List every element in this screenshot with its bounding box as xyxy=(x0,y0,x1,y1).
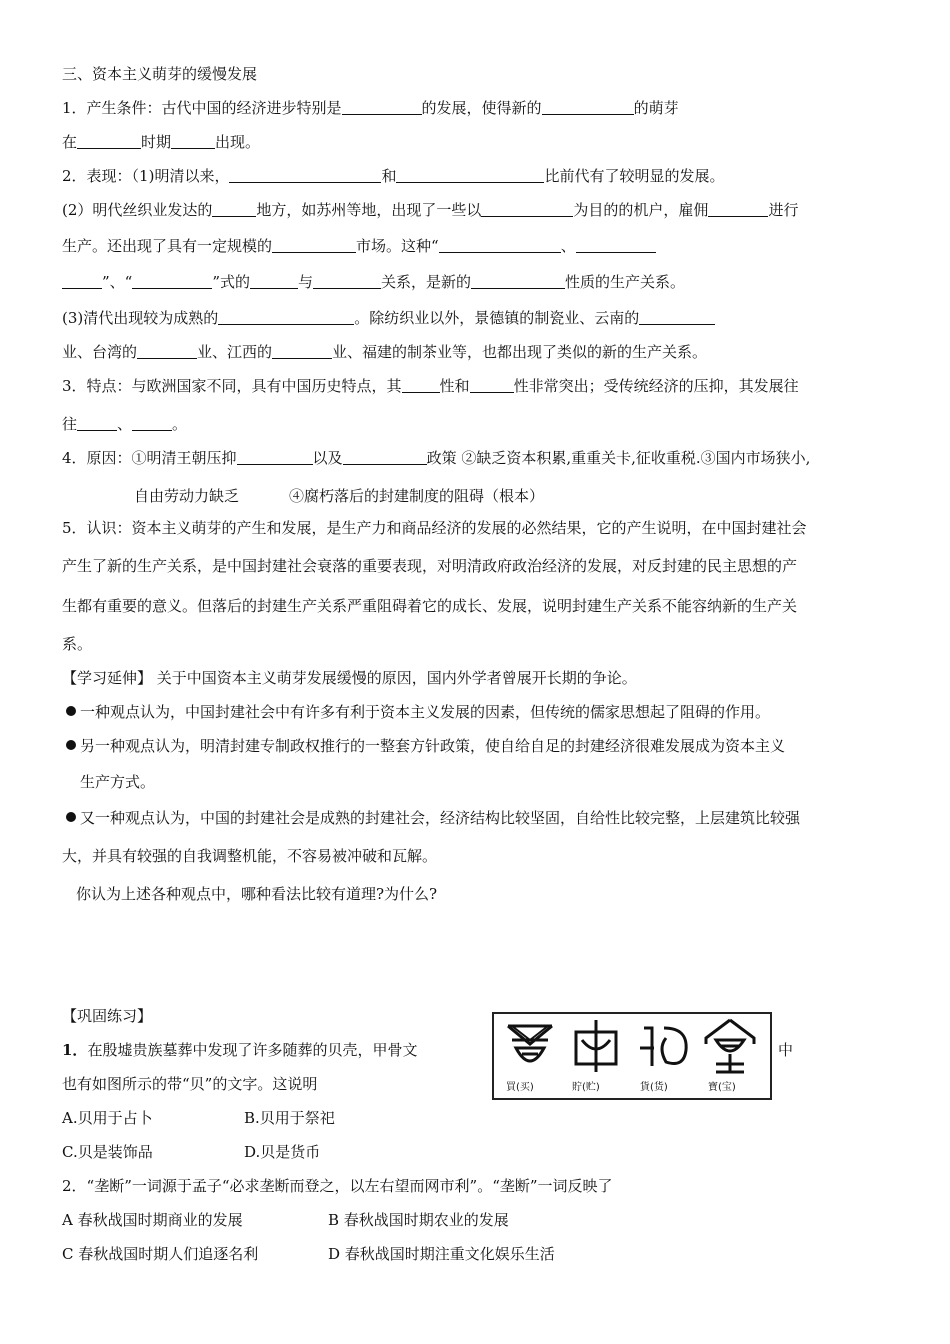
item3-text-d: 往 xyxy=(62,415,78,433)
blank[interactable] xyxy=(313,274,381,289)
blank[interactable] xyxy=(481,202,573,217)
item2-2-text-i: ”式的 xyxy=(212,273,251,291)
q1-tail: 中 xyxy=(778,1041,794,1059)
item2-2-text-b: 地方，如苏州等地，出现了一些以 xyxy=(256,201,482,219)
q1-option-a[interactable]: A.贝用于占卜 xyxy=(62,1109,153,1127)
item2-2-line2 xyxy=(62,236,656,256)
section-title: 三、资本主义萌芽的缓慢发展 xyxy=(62,65,258,83)
q2-option-b[interactable]: B 春秋战国时期农业的发展 xyxy=(328,1211,509,1229)
blank[interactable] xyxy=(576,238,656,253)
practice-heading: 【巩固练习】 xyxy=(62,1007,153,1025)
glyph-mai-icon xyxy=(502,1018,558,1074)
blank[interactable] xyxy=(439,238,561,253)
q1-number: 1． xyxy=(62,1041,88,1059)
item2-2-text-g: 、 xyxy=(560,237,576,255)
bullet-icon xyxy=(66,812,76,822)
view2-line2: 生产方式。 xyxy=(80,773,156,791)
blank[interactable] xyxy=(132,274,212,289)
item1-text-b: 的发展，使得新的 xyxy=(421,99,542,117)
blank[interactable] xyxy=(212,202,256,217)
item2-3-text-d: 业、江西的 xyxy=(197,343,273,361)
item5-line3: 生都有重要的意义。但落后的封建生产关系严重阻碍着它的成长、发展，说明封建生产关系不能容纳新的生产关 xyxy=(62,597,798,615)
q2-option-d[interactable]: D 春秋战国时期注重文化娱乐生活 xyxy=(328,1245,555,1263)
blank[interactable] xyxy=(639,310,715,325)
item2-2-text-f: 市场。这种“ xyxy=(356,237,439,255)
glyph-huo-icon xyxy=(636,1018,692,1074)
item1-text-a: 1．产生条件：古代中国的经济进步特别是 xyxy=(62,99,342,117)
blank[interactable] xyxy=(402,378,440,393)
item4-text-a: 4．原因：①明清王朝压抑 xyxy=(62,449,237,467)
item1-line2 xyxy=(62,132,260,152)
item3-text-c: 性非常突出；受传统经济的压抑，其发展往 xyxy=(513,377,799,395)
view3-line1 xyxy=(66,808,800,828)
view2-line1 xyxy=(66,736,785,756)
item2-line1 xyxy=(62,166,724,186)
blank[interactable] xyxy=(343,450,427,465)
glyph-bao-icon xyxy=(702,1018,758,1074)
blank[interactable] xyxy=(471,274,565,289)
item2-2-text-c: 为目的的机户，雇佣 xyxy=(573,201,709,219)
item2-3-line2 xyxy=(62,342,707,362)
view2-text-a: 另一种观点认为，明清封建专制政权推行的一整套方针政策，使自给自足的封建经济很难发展成为资本主义 xyxy=(80,737,786,755)
bullet-icon xyxy=(66,706,76,716)
extension-intro xyxy=(62,668,637,688)
item4-line2 xyxy=(134,486,544,506)
blank[interactable] xyxy=(137,344,197,359)
blank[interactable] xyxy=(342,100,422,115)
q1-line2: 也有如图所示的带“贝”的文字。这说明 xyxy=(62,1075,318,1093)
item4-line1 xyxy=(62,448,810,468)
item5-line4: 系。 xyxy=(62,635,93,653)
item5-line2: 产生了新的生产关系，是中国封建社会衰落的重要表现，对明清政府政治经济的发展，对反封建的民主思想的产 xyxy=(62,557,798,575)
item2-text-b: 和 xyxy=(381,167,397,185)
item2-3-text-e: 业、福建的制茶业等，也都出现了类似的新的生产关系。 xyxy=(332,343,708,361)
item1-line1 xyxy=(62,98,679,118)
item3-text-a: 3．特点：与欧洲国家不同，具有中国历史特点，其 xyxy=(62,377,402,395)
item2-3-line1 xyxy=(62,308,715,328)
item2-2-text-a: (2）明代丝织业发达的 xyxy=(62,201,213,219)
item2-3-text-b: 。除纺织业以外，景德镇的制瓷业、云南的 xyxy=(354,309,640,327)
item4-text-e: ④腐朽落后的封建制度的阻碍（根本） xyxy=(289,487,545,505)
caption-row xyxy=(494,1078,770,1092)
item2-3-text-c: 业、台湾的 xyxy=(62,343,138,361)
item2-2-text-l: 性质的生产关系。 xyxy=(565,273,686,291)
extension-heading: 【学习延伸】 xyxy=(62,669,153,687)
item2-2-text-k: 关系，是新的 xyxy=(381,273,472,291)
item2-2-text-h: ”、“ xyxy=(102,273,133,291)
blank[interactable] xyxy=(250,274,298,289)
glyph-zhu-icon xyxy=(568,1018,624,1074)
item3-line2 xyxy=(62,414,187,434)
item4-text-d: 自由劳动力缺乏 xyxy=(134,487,240,505)
blank[interactable] xyxy=(272,344,332,359)
blank[interactable] xyxy=(77,134,141,149)
blank[interactable] xyxy=(229,168,381,183)
item4-text-b: 以及 xyxy=(312,449,343,467)
q2-option-c[interactable]: C 春秋战国时期人们追逐名利 xyxy=(62,1245,259,1263)
oracle-bone-figure xyxy=(492,1012,772,1100)
blank[interactable] xyxy=(396,168,544,183)
caption-bao: 寶(宝) xyxy=(708,1082,736,1093)
q1-text: 在殷墟贵族墓葬中发现了许多随葬的贝壳，甲骨文 xyxy=(87,1041,418,1059)
q1-option-d[interactable]: D.贝是货币 xyxy=(244,1143,321,1161)
item2-text-a: 2．表现：（1)明清以来， xyxy=(62,167,230,185)
item2-2-line1 xyxy=(62,200,798,220)
extension-intro-text: 关于中国资本主义萌芽发展缓慢的原因，国内外学者曾展开长期的争论。 xyxy=(156,669,637,687)
q1-option-b[interactable]: B.贝用于祭祀 xyxy=(244,1109,335,1127)
blank[interactable] xyxy=(470,378,514,393)
blank[interactable] xyxy=(272,238,356,253)
question: 你认为上述各种观点中，哪种看法比较有道理?为什么? xyxy=(76,885,438,903)
blank[interactable] xyxy=(62,274,102,289)
blank[interactable] xyxy=(132,416,172,431)
item1-text-c: 的萌芽 xyxy=(633,99,679,117)
blank[interactable] xyxy=(542,100,634,115)
glyph-row xyxy=(494,1018,770,1074)
blank[interactable] xyxy=(237,450,313,465)
blank[interactable] xyxy=(77,416,117,431)
view3-line2: 大，并具有较强的自我调整机能，不容易被冲破和瓦解。 xyxy=(62,847,438,865)
item2-2-text-j: 与 xyxy=(298,273,314,291)
caption-mai: 買(买) xyxy=(506,1082,534,1093)
item4-text-c: 政策 ②缺乏资本积累,重重关卡,征收重税.③国内市场狭小, xyxy=(426,449,811,467)
item2-3-text-a: (3)清代出现较为成熟的 xyxy=(62,309,219,327)
item3-text-b: 性和 xyxy=(439,377,470,395)
q2-text: 2．“垄断”一词源于孟子“必求垄断而登之，以左右望而网市利”。“垄断”一词反映了 xyxy=(62,1177,613,1195)
item1-text-f: 出现。 xyxy=(215,133,261,151)
item1-text-e: 时期 xyxy=(141,133,172,151)
blank[interactable] xyxy=(708,202,768,217)
q2-option-a[interactable]: A 春秋战国时期商业的发展 xyxy=(62,1211,243,1229)
item2-2-text-e: 生产。还出现了具有一定规模的 xyxy=(62,237,273,255)
view1 xyxy=(66,702,770,722)
q1-line1 xyxy=(62,1040,417,1060)
item1-text-d: 在 xyxy=(62,133,78,151)
item2-text-c: 比前代有了较明显的发展。 xyxy=(544,167,725,185)
caption-huo: 貨(货) xyxy=(640,1082,668,1093)
q1-option-c[interactable]: C.贝是装饰品 xyxy=(62,1143,153,1161)
bullet-icon xyxy=(66,740,76,750)
view3-text-a: 又一种观点认为，中国的封建社会是成熟的封建社会，经济结构比较坚固，自给性比较完整，上层建筑比较强 xyxy=(80,809,801,827)
caption-zhu: 貯(贮) xyxy=(572,1082,600,1093)
item3-text-f: 。 xyxy=(172,415,188,433)
item2-2-line3 xyxy=(62,272,685,292)
item5-line1: 5．认识：资本主义萌芽的产生和发展，是生产力和商品经济的发展的必然结果，它的产生说明，在中国封建社会 xyxy=(62,519,807,537)
item2-2-text-d: 进行 xyxy=(768,201,799,219)
blank[interactable] xyxy=(171,134,215,149)
view1-text: 一种观点认为，中国封建社会中有许多有利于资本主义发展的因素，但传统的儒家思想起了阻碍的作用。 xyxy=(80,703,771,721)
item3-text-e: 、 xyxy=(117,415,133,433)
blank[interactable] xyxy=(218,310,354,325)
item3-line1 xyxy=(62,376,799,396)
